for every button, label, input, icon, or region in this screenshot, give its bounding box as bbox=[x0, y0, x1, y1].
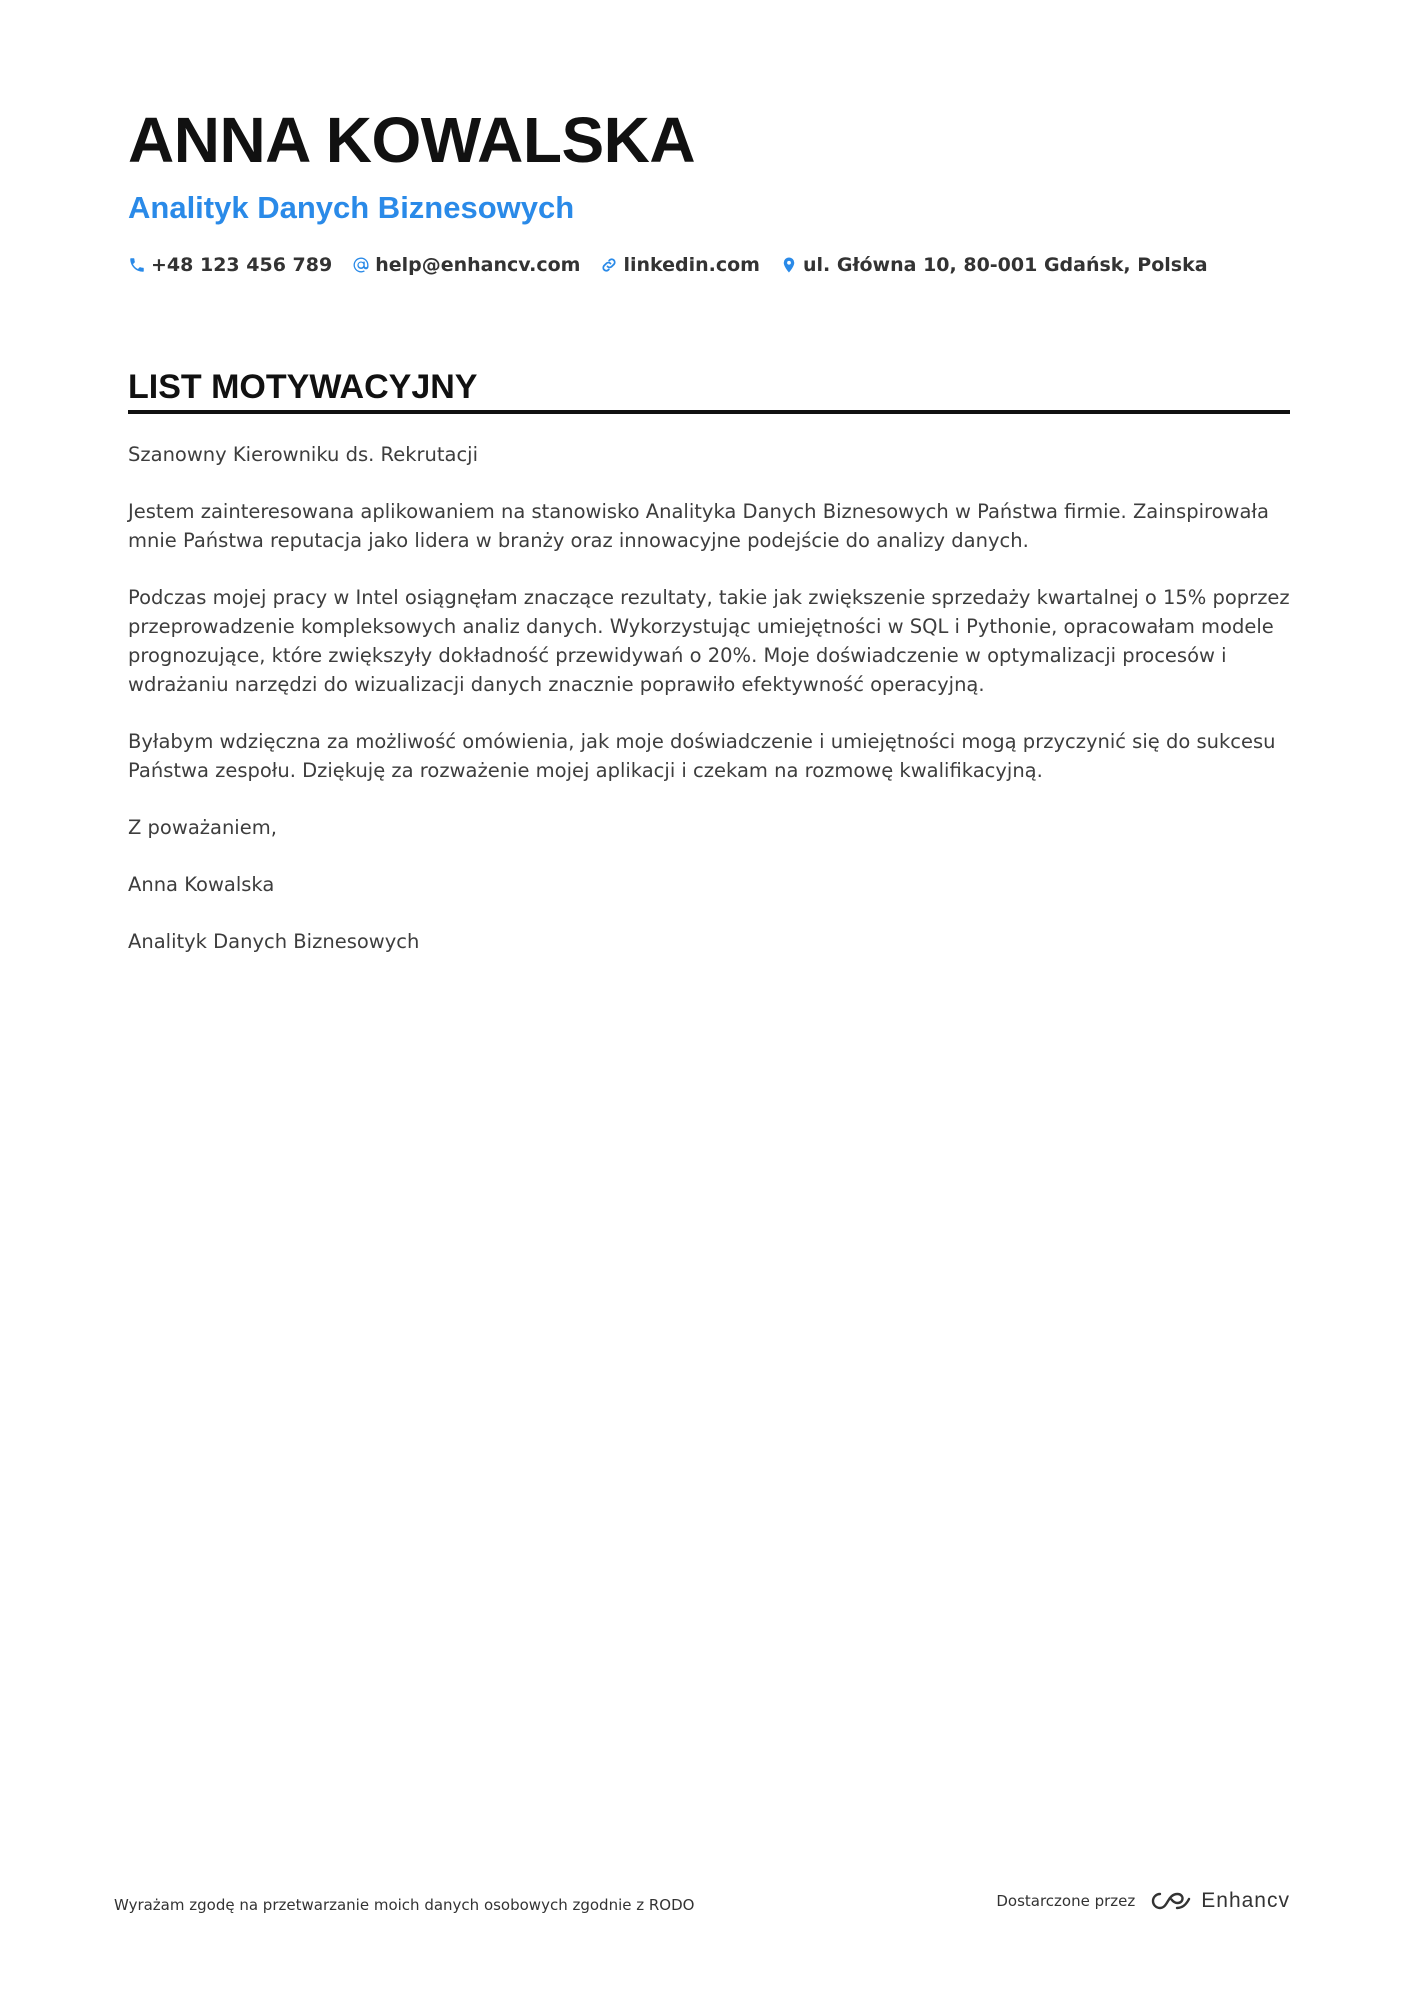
at-icon bbox=[352, 256, 370, 274]
link-icon bbox=[600, 256, 618, 274]
section-divider bbox=[128, 410, 1290, 414]
candidate-job-title: Analityk Danych Biznesowych bbox=[128, 190, 575, 225]
brand-name: Enhancv bbox=[1201, 1889, 1290, 1912]
candidate-name: ANNA KOWALSKA bbox=[128, 104, 696, 176]
location-pin-icon bbox=[780, 256, 798, 274]
powered-by-label: Dostarczone przez bbox=[996, 1892, 1136, 1910]
letter-closing: Z poważaniem, bbox=[128, 816, 277, 839]
contact-email bbox=[352, 254, 580, 276]
gdpr-consent: Wyrażam zgodę na przetwarzanie moich danych osobowych zgodnie z RODO bbox=[114, 1896, 695, 1914]
contact-phone bbox=[128, 254, 332, 276]
signature-name: Anna Kowalska bbox=[128, 873, 275, 896]
letter-paragraph: Podczas mojej pracy w Intel osiągnęłam znaczące rezultaty, takie jak zwiększenie sprzedaży kwartalnej o 15% poprzez przeprowadzenie kompleksowych analiz danych. Wykorzystując umiejętności w SQL i Pythonie, opracowałam modele prognozujące, które zwiększyły dokładność przewidywań o 20%. Moje doświadczenie w optymalizacji procesów i wdrażaniu narzędzi do wizualizacji danych znacznie poprawiło efektywność operacyjną. bbox=[128, 586, 1290, 696]
letter-paragraph: Byłabym wdzięczna za możliwość omówienia, jak moje doświadczenie i umiejętności mogą przyczynić się do sukcesu Państwa zespołu. Dziękuję za rozważenie mojej aplikacji i czekam na rozmowę kwalifikacyjną. bbox=[128, 730, 1276, 782]
powered-by[interactable] bbox=[996, 1888, 1290, 1914]
contact-address-text: ul. Główna 10, 80-001 Gdańsk, Polska bbox=[802, 254, 1208, 276]
section-title: LIST MOTYWACYJNY bbox=[128, 368, 478, 406]
contact-phone-text: +48 123 456 789 bbox=[151, 254, 333, 276]
contact-address bbox=[780, 254, 1208, 276]
contact-bar bbox=[128, 254, 1228, 276]
contact-linkedin-text[interactable]: linkedin.com bbox=[623, 254, 760, 276]
phone-icon bbox=[128, 256, 146, 274]
letter-paragraph: Jestem zainteresowana aplikowaniem na stanowisko Analityka Danych Biznesowych w Państwa firmie. Zainspirowała mnie Państwa reputacja jako lidera w branży oraz innowacyjne podejście do analizy danych. bbox=[128, 500, 1269, 552]
letter-body bbox=[128, 440, 1290, 984]
contact-linkedin bbox=[600, 254, 760, 276]
contact-email-text[interactable]: help@enhancv.com bbox=[375, 254, 581, 276]
letter-salutation: Szanowny Kierowniku ds. Rekrutacji bbox=[128, 443, 479, 466]
enhancv-logo-icon bbox=[1147, 1888, 1201, 1914]
signature-title: Analityk Danych Biznesowych bbox=[128, 930, 420, 953]
